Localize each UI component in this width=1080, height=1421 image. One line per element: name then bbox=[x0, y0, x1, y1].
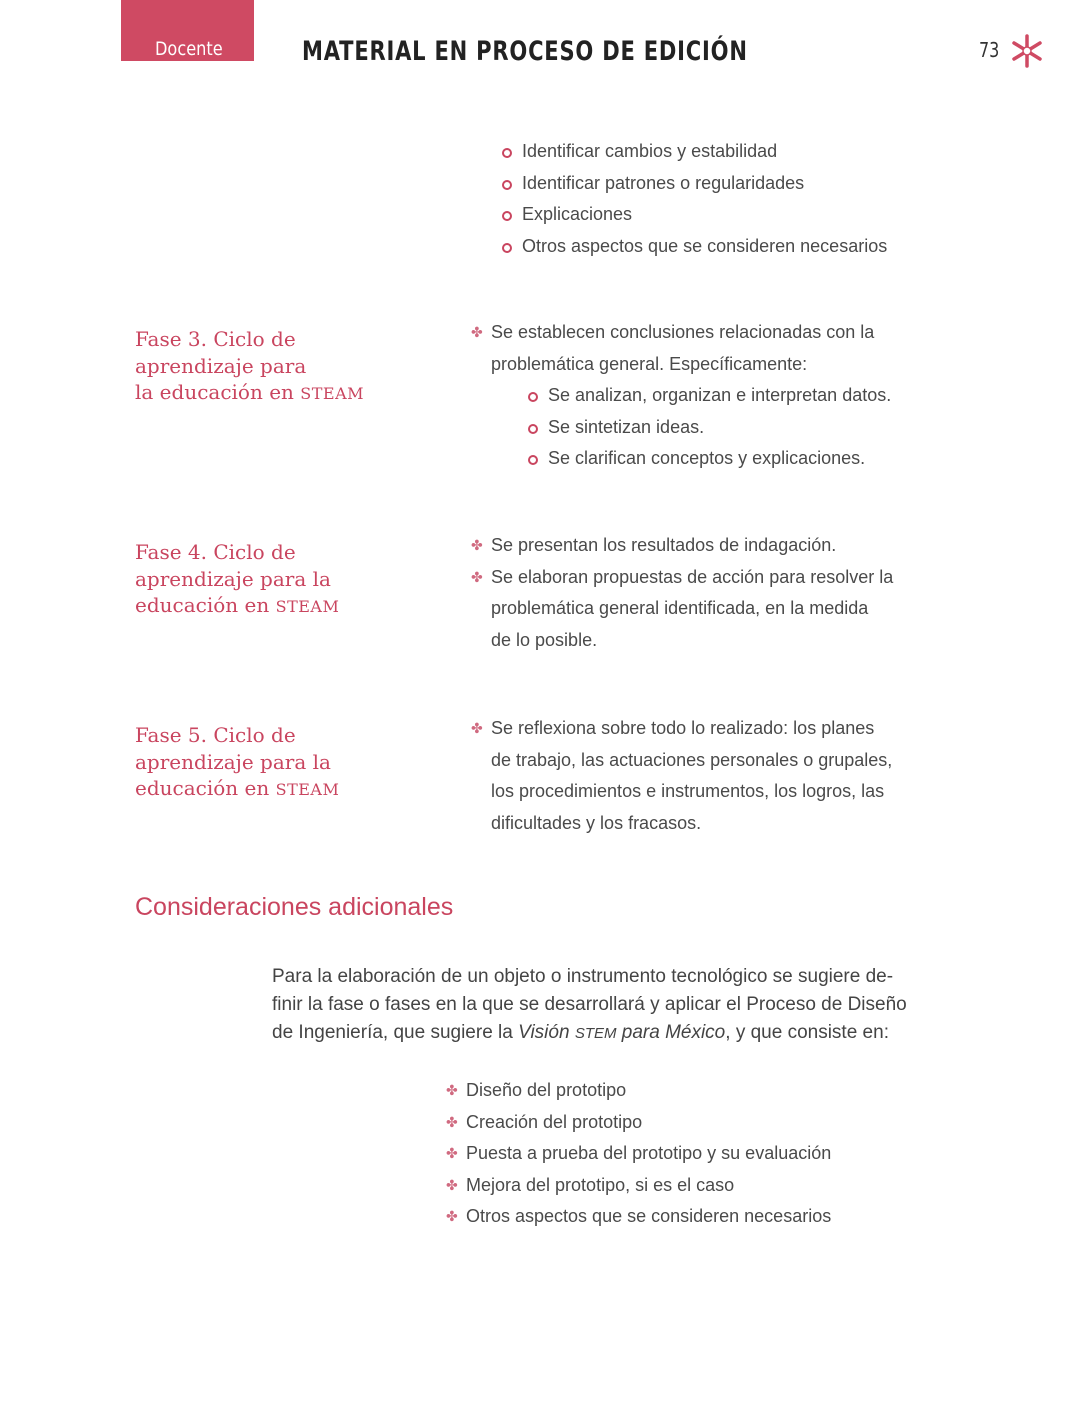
page-number: 73 bbox=[979, 38, 1000, 62]
list-item: Se clarifican conceptos y explicaciones. bbox=[528, 443, 891, 475]
list-item: ✤ Se reflexiona sobre todo lo realizado: los planes bbox=[471, 718, 875, 738]
list-item: ✤ Otros aspectos que se consideren necesarios bbox=[446, 1206, 832, 1227]
list-item: Otros aspectos que se consideren necesarios bbox=[502, 231, 887, 263]
page-header-title: MATERIAL EN PROCESO DE EDICIÓN bbox=[302, 36, 748, 67]
phase-3-content: ✤ Se establecen conclusiones relacionadas con la problemática general. Específicamente: Se analizan, organizan e interpretan datos. Se sintetizan ideas. Se clarifican conceptos y explicaciones. bbox=[471, 317, 891, 475]
phase-4-content: ✤ Se presentan los resultados de indagación. ✤ Se elaboran propuestas de acción para resolver la problemática general identificada, en la medida de lo posible. bbox=[471, 530, 893, 656]
list-item: ✤ Mejora del prototipo, si es el caso bbox=[446, 1174, 735, 1195]
tab-label: Docente bbox=[155, 38, 223, 60]
list-item: Identificar patrones o regularidades bbox=[502, 168, 887, 200]
list-item: ✤ Diseño del prototipo bbox=[446, 1080, 627, 1100]
phase-5-content: ✤ Se reflexiona sobre todo lo realizado: los planes de trabajo, las actuaciones personales o grupales, los procedimientos e instrumentos, los logros, las dificultades y los fracasos. bbox=[471, 713, 892, 839]
top-list bbox=[502, 136, 887, 262]
list-item: Se sintetizan ideas. bbox=[528, 412, 891, 444]
list-item: ✤ Se establecen conclusiones relacionadas con la bbox=[471, 317, 891, 349]
list-item: ✤ Se presentan los resultados de indagación. bbox=[471, 535, 837, 555]
list-item: ✤ Puesta a prueba del prototipo y su evaluación bbox=[446, 1143, 832, 1164]
asterisk-logo-icon bbox=[1010, 34, 1044, 68]
prototype-steps-list bbox=[446, 1075, 831, 1233]
docente-tab bbox=[121, 0, 254, 61]
list-item: Se analizan, organizan e interpretan datos. bbox=[528, 380, 891, 412]
list-item: Explicaciones bbox=[502, 199, 887, 231]
list-item: ✤ Se elaboran propuestas de acción para resolver la bbox=[471, 566, 894, 587]
list-item: Identificar cambios y estabilidad bbox=[502, 136, 887, 168]
bullet-icon: ✤ bbox=[471, 324, 483, 340]
section-paragraph: Para la elaboración de un objeto o instrumento tecnológico se sugiere de- finir la fase o fases en la que se desarrollará y aplicar el Proceso de Diseño de Ingeniería, que sugiere la Visión STEM para México, y que consiste en: bbox=[272, 966, 907, 1043]
section-heading: Consideraciones adicionales bbox=[135, 893, 454, 921]
list-item: ✤ Creación del prototipo bbox=[446, 1111, 643, 1132]
phase-5-title: Fase 5. Ciclo de aprendizaje para la educación en STEAM bbox=[135, 723, 340, 800]
phase-4-title: Fase 4. Ciclo de aprendizaje para la educación en STEAM bbox=[135, 540, 340, 617]
phase-3-title: Fase 3. Ciclo de aprendizaje para la educación en STEAM bbox=[135, 327, 365, 404]
